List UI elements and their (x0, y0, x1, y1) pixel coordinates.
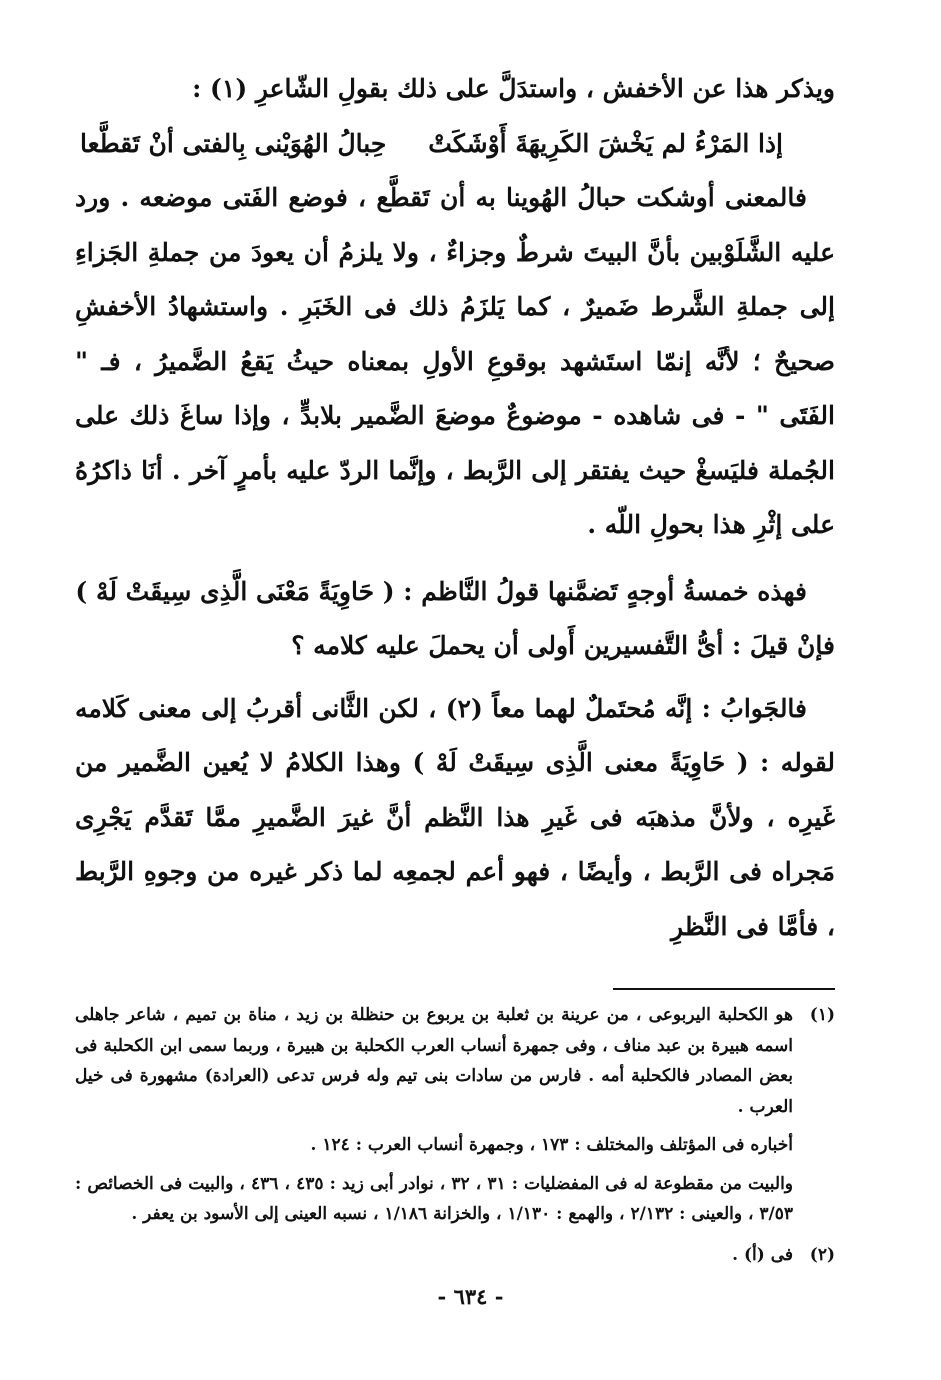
footnote-number: (١) (809, 1005, 835, 1025)
verse-hemistich-first: إذا المَرْءُ لم يَخْشَ الكَرِيهَةَ أَوْشَكَتْ (428, 128, 783, 158)
paragraph-five-aspects: فهذه خمسةُ أوجهٍ تَضمَّنها قولُ النَّاظم : ( حَاوِيَةً مَعْنَى الَّذِى سِيقَتْ لَهْ ) (75, 576, 807, 606)
paragraph-question: فإنْ قيلَ : أىُّ التَّفسيرين أَولى أن يحملَ عليه كلامه ؟ (291, 631, 835, 660)
paragraph-answer: فالجَوابُ : إنَّه مُحتَملٌ لهما معاً (٢) ، لكن الثَّانى أقربُ إلى معنى كَلامه لقوله : ( حَاوِيَةً معنى الَّذِى سِيقَتْ لَهْ ) وهذا الكلامُ لا يُعين الضَّمير من غَيرِه ، ولأنَّ مذهبَه فى غَيرِ هذا النَّظم أنَّ غيرَ الضَّميرِ ممَّا تَقدَّم يَجْرِى مَجراه فى الرَّبط ، وأيضًا ، فهو أعم لجمعِه لما ذكر غيره من وجوهِ الرَّبط ، فأمَّا فى النَّظرِ (75, 693, 835, 941)
footnote-2-paragraph-1: فى (أ) . (732, 1244, 793, 1265)
footnote-1-paragraph-3: والبيت من مقطوعة له فى المفضليات : ٣١ ، ٣٢ ، نوادر أبى زيد : ٤٣٥ ، ٤٣٦ ، والبيت فى الخصائص : ٣/٥٣ ، والعينى : ٢/١٣٢ ، والهمع : ١/١٣٠ ، والخزانة ١/١٨٦ ، نسبه العينى إلى الأسود بن يعفر . (75, 1173, 794, 1224)
footnote-separator (613, 988, 835, 990)
main-text (75, 62, 835, 954)
poetry-verse (75, 117, 835, 172)
footnote-1-paragraph-1: هو الكحلبة اليربوعى ، من عرينة بن ثعلبة بن يربوع بن حنظلة بن زيد ، مناة بن تميم ، شاعر جاهلى اسمه هبيرة بن عبد مناف ، وفى جمهرة أنساب العرب الكحلبة بن هبيرة ، وربما سمى ابن الكحلبة فى بعض المصادر فالكحلبة أمه . فارس من سادات بنى تيم وله فرس تدعى (العرادة) مشهورة فى خيل العرب . (75, 1005, 793, 1117)
footnote-2 (75, 1240, 835, 1271)
footnote-1-paragraph-2: أخباره فى المؤتلف والمختلف : ١٧٣ ، وجمهرة أنساب العرب : ١٢٤ . (310, 1135, 793, 1155)
paragraph-explanation: فالمعنى أوشكت حبالُ الهُوينا به أن تَقطَّع ، فوضع الفَتى موضعه . ورد عليه الشَّلَوْبين بأنَّ البيتَ شرطٌ وجزاءٌ ، ولا يلزمُ أن يعودَ من جملةِ الجَزاءِ إلى جملةِ الشَّرط ضَميرٌ ، كما يَلزَمُ ذلك فى الخَبَرِ . واستشهادُ الأخفشِ صحيحٌ ؛ لأنَّه إنمّا استَشهد بوقوعِ الأولِ بمعناه حيثُ يَقعُ الضَّميرُ ، فـ " الفَتَى " - فى شاهده - موضوعٌ موضعَ الضَّمير بلابدٍّ ، وإذا ساغَ ذلك على الجُملة فليَسغْ حيث يفتقر إلى الرَّبط ، وإنَّما الردّ عليه بأمرٍ آخر . أنَا ذاكرُهُ على إثْرِ هذا بحولِ اللّه . (75, 183, 835, 539)
verse-hemistich-second: حِبالُ الهُوَيْنى بِالفتى أنْ تَقطَّعا (80, 128, 387, 158)
footnote-number: (٢) (809, 1244, 835, 1265)
page-number: - ٦٣٤ - (437, 1284, 504, 1309)
intro-line: ويذكر هذا عن الأخفش ، واستدَلَّ على ذلك بقولِ الشّاعرِ (١) : (192, 74, 835, 103)
footnote-1 (75, 1000, 835, 1230)
footnotes (75, 1000, 835, 1270)
book-page (75, 62, 835, 1270)
